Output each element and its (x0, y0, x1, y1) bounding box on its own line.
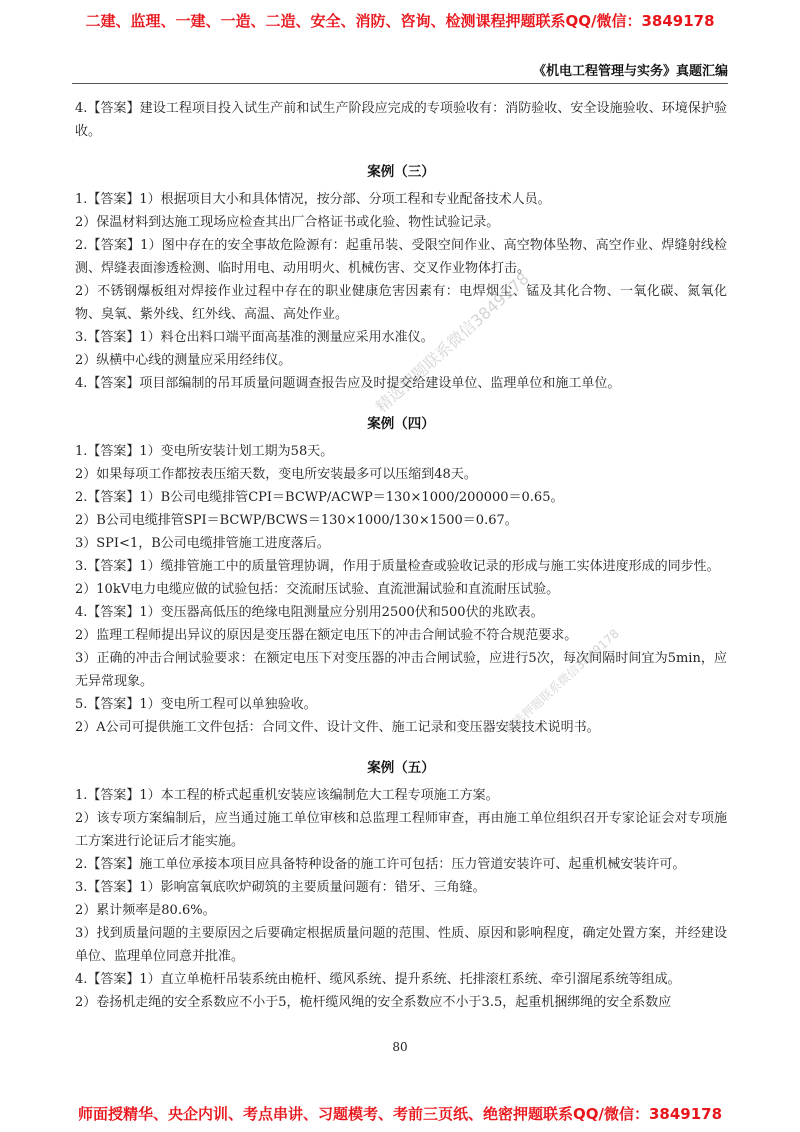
document-header-title: 《机电工程管理与实务》真题汇编 (532, 64, 728, 79)
top-ad-banner: 二建、监理、一建、一造、二造、安全、消防、咨询、检测课程押题联系QQ/微信：3849178 (85, 12, 715, 30)
answer-paragraph: 1.【答案】1）根据项目大小和具体情况，按分部、分项工程和专业配备技术人员。 (75, 192, 551, 207)
answer-paragraph: 2.【答案】1）B公司电缆排管CPI＝BCWP/ACWP＝130×1000/200000＝0.65。 (75, 490, 564, 505)
answer-paragraph: 2）纵横中心线的测量应采用经纬仪。 (75, 353, 292, 368)
answer-paragraph: 2）不锈钢爆板组对焊接作业过程中存在的职业健康危害因素有：电焊烟尘、锰及其化合物、一氧化碳、氮氧化物、臭氧、紫外线、红外线、高温、高处作业。 (75, 284, 727, 322)
answer-paragraph: 2.【答案】施工单位承接本项目应具备特种设备的施工许可包括：压力管道安装许可、起重机械安装许可。 (75, 857, 686, 872)
page-number: 80 (392, 1040, 408, 1054)
answer-paragraph: 2）B公司电缆排管SPI＝BCWP/BCWS＝130×1000/130×1500＝0.67。 (75, 513, 518, 528)
answer-paragraph: 3.【答案】1）缆排管施工中的质量管理协调，作用于质量检查或验收记录的形成与施工实体进度形成的同步性。 (75, 559, 720, 574)
answer-paragraph: 2）A公司可提供施工文件包括：合同文件、设计文件、施工记录和变压器安装技术说明书。 (75, 720, 600, 735)
answer-paragraph: 4.【答案】项目部编制的吊耳质量问题调查报告应及时提交给建设单位、监理单位和施工单位。 (75, 376, 621, 391)
answer-paragraph: 3）SPI<1，B公司电缆排管施工进度落后。 (75, 536, 330, 551)
section-heading: 案例（四） (367, 416, 435, 432)
answer-paragraph: 2）保温材料到达施工现场应检查其出厂合格证书或化验、物性试验记录。 (75, 215, 500, 230)
section-heading: 案例（五） (367, 760, 435, 776)
watermark-text: 精选押题联系微信3849178 (501, 626, 622, 737)
answer-paragraph: 2）如果每项工作都按表压缩天数，变电所安装最多可以压缩到48天。 (75, 467, 477, 482)
answer-paragraph: 1.【答案】1）变电所安装计划工期为58天。 (75, 444, 334, 459)
answer-paragraph: 2）监理工程师提出异议的原因是变压器在额定电压下的冲击合闸试验不符合规范要求。 (75, 628, 578, 643)
section-case-3 (75, 161, 727, 395)
answer-paragraph: 4.【答案】1）直立单桅杆吊装系统由桅杆、缆风系统、提升系统、托排滚杠系统、牵引溜尾系统等组成。 (75, 972, 681, 987)
watermark-text: 精选押题联系微信3849178 (372, 268, 533, 417)
bottom-ad-banner: 师面授精华、央企内训、考点串讲、习题模考、考前三页纸、绝密押题联系QQ/微信：3849178 (77, 1105, 723, 1123)
section-heading: 案例（三） (367, 164, 435, 180)
answer-paragraph: 1.【答案】1）本工程的桥式起重机安装应该编制危大工程专项施工方案。 (75, 788, 499, 803)
section-case-5 (75, 757, 727, 1014)
answer-paragraph: 5.【答案】1）变电所工程可以单独验收。 (75, 697, 317, 712)
answer-paragraph: 3）找到质量问题的主要原因之后要确定根据质量问题的范围、性质、原因和影响程度，确定处置方案，并经建设单位、监理单位同意并批准。 (75, 926, 727, 964)
answer-paragraph: 3.【答案】1）料仓出料口端平面高基准的测量应采用水准仪。 (75, 330, 434, 345)
answer-paragraph: 4.【答案】建设工程项目投入试生产前和试生产阶段应完成的专项验收有：消防验收、安全设施验收、环境保护验收。 (75, 101, 727, 139)
page-content (75, 97, 727, 1014)
header-divider (72, 83, 728, 84)
answer-paragraph: 2）该专项方案编制后，应当通过施工单位审核和总监理工程师审查，再由施工单位组织召开专家论证会对专项施工方案进行论证后才能实施。 (75, 811, 727, 849)
section-case-4 (75, 413, 727, 739)
answer-paragraph: 2）卷扬机走绳的安全系数应不小于5，桅杆缆风绳的安全系数应不小于3.5，起重机捆绑绳的安全系数应 (75, 995, 672, 1010)
section-continuation (75, 97, 727, 143)
answer-paragraph: 3.【答案】1）影响富氧底吹炉砌筑的主要质量问题有：错牙、三角缝。 (75, 880, 486, 895)
answer-paragraph: 2）10kV电力电缆应做的试验包括：交流耐压试验、直流泄漏试验和直流耐压试验。 (75, 582, 560, 597)
answer-paragraph: 2.【答案】1）图中存在的安全事故危险源有：起重吊装、受限空间作业、高空物体坠物、高空作业、焊缝射线检测、焊缝表面渗透检测、临时用电、动用明火、机械伤害、交叉作业物体打击。 (75, 238, 727, 276)
answer-paragraph: 2）累计频率是80.6%。 (75, 903, 216, 918)
answer-paragraph: 4.【答案】1）变压器高低压的绝缘电阻测量应分别用2500伏和500伏的兆欧表。 (75, 605, 544, 620)
answer-paragraph: 3）正确的冲击合闸试验要求：在额定电压下对变压器的冲击合闸试验，应进行5次，每次间隔时间宜为5min，应无异常现象。 (75, 651, 727, 689)
